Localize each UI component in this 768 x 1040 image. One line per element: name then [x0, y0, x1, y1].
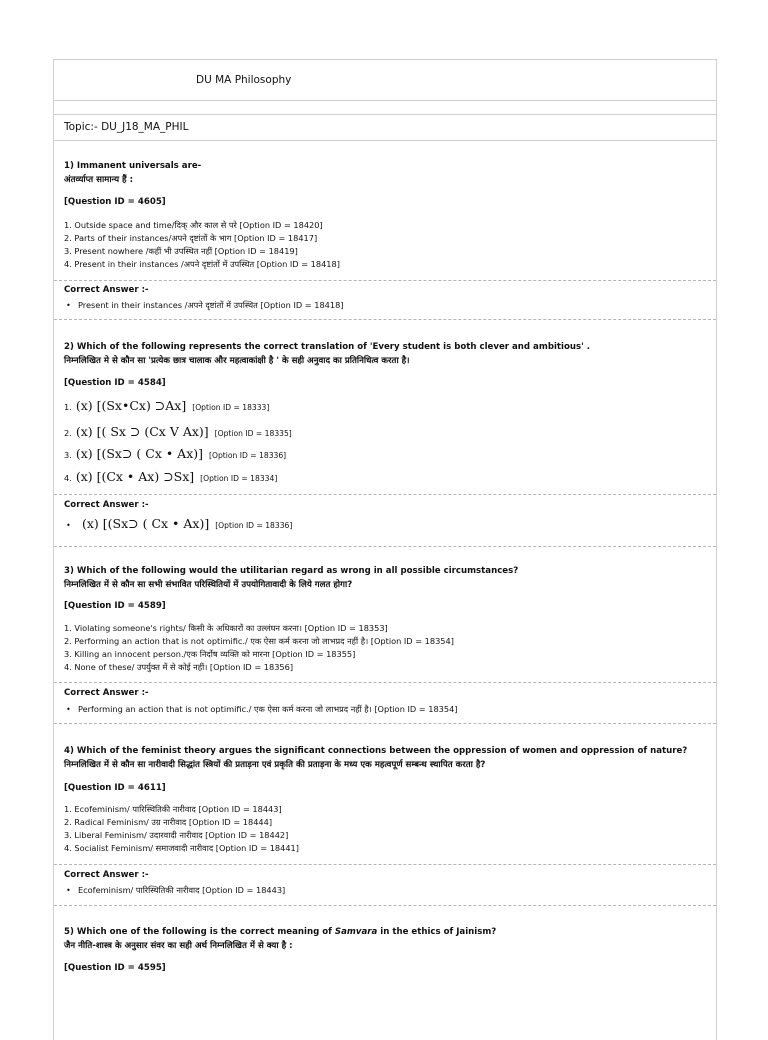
question-4-text: 4) Which of the feminist theory argues the significant connections between the oppression of women and oppression of nature?: [64, 746, 688, 756]
question-3-correct-answer: • Performing an action that is not optimific./ एक ऐसा कर्म करना जो लाभप्रद नहीं है। [Option ID = 18354]: [66, 704, 458, 714]
question-3-option-4: 4. None of these/ उपर्युक्त में से कोई नहीं। [Option ID = 18356]: [64, 662, 294, 672]
question-1-option-2: 2. Parts of their instances/अपने दृष्टांतों के भाग [Option ID = 18417]: [64, 233, 318, 243]
question-1-id: [Question ID = 4605]: [64, 197, 166, 207]
question-2-option-3: 3. (x) [(Sx⊃ ( Cx • Ax)] [Option ID = 18336]: [64, 446, 287, 461]
question-1-option-3: 3. Present nowhere /कहीं भी उपस्थित नहीं [Option ID = 18419]: [64, 246, 298, 256]
question-2-option-2: 2. (x) [( Sx ⊃ (Cx V Ax)] [Option ID = 18335]: [64, 424, 292, 439]
question-3-id: [Question ID = 4589]: [64, 601, 166, 611]
divider: [54, 546, 716, 547]
question-4-hindi: निम्नलिखित में से कौन सा नारीवादी सिद्धांत स्त्रियों की प्रताड़ना एवं प्रकृति की प्रताड़ना के मध्य एक महत्वपूर्ण सम्बन्ध स्थापित करता है?: [64, 760, 486, 770]
topic-label: Topic:- DU_J18_MA_PHIL: [64, 121, 189, 133]
question-3-option-2: 2. Performing an action that is not optimific./ एक ऐसा कर्म करना जो लाभप्रद नहीं है। [Option ID = 18354]: [64, 636, 454, 646]
bullet-icon: •: [66, 300, 71, 310]
question-2-correct-label: Correct Answer :-: [64, 500, 149, 510]
bullet-icon: •: [66, 704, 71, 714]
spacer-band: [54, 100, 716, 115]
question-1-correct-label: Correct Answer :-: [64, 285, 149, 295]
divider: [54, 682, 716, 683]
question-4-option-2: 2. Radical Feminism/ उग्र नारीवाद [Option ID = 18444]: [64, 817, 273, 827]
question-5-hindi: जैन नीति-शास्त्र के अनुसार संवर का सही अर्थ निम्नलिखित में से क्या है :: [64, 941, 293, 951]
divider: [54, 723, 716, 724]
question-3-hindi: निम्नलिखित में से कौन सा सभी संभावित परिस्थितियों में उपयोगितावादी के लिये गलत होगा?: [64, 580, 353, 590]
question-2-option-4: 4. (x) [(Cx • Ax) ⊃Sx] [Option ID = 18334]: [64, 469, 278, 484]
question-1-option-4: 4. Present in their instances /अपने दृष्टांतों में उपस्थित [Option ID = 18418]: [64, 259, 340, 269]
title-band: [54, 60, 716, 101]
topic-band: [54, 114, 716, 141]
question-3-option-1: 1. Violating someone's rights/ किसी के अधिकारों का उल्लंघन करना। [Option ID = 18353]: [64, 623, 388, 633]
divider: [54, 494, 716, 495]
divider: [54, 319, 716, 320]
question-1-option-1: 1. Outside space and time/दिक् और काल से परे [Option ID = 18420]: [64, 220, 323, 230]
divider: [54, 905, 716, 906]
question-3-correct-label: Correct Answer :-: [64, 688, 149, 698]
paper-title: DU MA Philosophy: [196, 74, 292, 86]
question-5-id: [Question ID = 4595]: [64, 963, 166, 973]
question-3-option-3: 3. Killing an innocent person./एक निर्दोष व्यक्ति को मारना [Option ID = 18355]: [64, 649, 356, 659]
question-2-id: [Question ID = 4584]: [64, 378, 166, 388]
question-1-text: 1) Immanent universals are-: [64, 161, 202, 171]
question-4-option-3: 3. Liberal Feminism/ उदारवादी नारीवाद [Option ID = 18442]: [64, 830, 289, 840]
question-paper-frame: [53, 59, 717, 1040]
question-5-text: 5) Which one of the following is the correct meaning of Samvara in the ethics of Jainism?: [64, 927, 497, 937]
question-2-hindi: निम्नलिखित मे से कौन सा 'प्रत्येक छात्र चालाक और महत्वाकांक्षी है ' के सही अनुवाद का प्रतिनिधित्व करता है।: [64, 356, 410, 366]
question-4-option-1: 1. Ecofeminism/ पारिस्थितिकी नारीवाद [Option ID = 18443]: [64, 804, 282, 814]
question-4-option-4: 4. Socialist Feminism/ समाजवादी नारीवाद [Option ID = 18441]: [64, 843, 299, 853]
question-2-correct-answer: • (x) [(Sx⊃ ( Cx • Ax)] [Option ID = 18336]: [66, 516, 293, 531]
question-2-option-1: 1. (x) [(Sx•Cx) ⊃Ax] [Option ID = 18333]: [64, 398, 270, 413]
question-4-correct-answer: • Ecofeminism/ पारिस्थितिकी नारीवाद [Option ID = 18443]: [66, 885, 286, 895]
divider: [54, 280, 716, 281]
question-1-correct-answer: • Present in their instances /अपने दृष्टांतों में उपस्थित [Option ID = 18418]: [66, 300, 344, 310]
question-1-hindi: अंतर्व्याप्त सामान्य हैं :: [64, 175, 134, 185]
question-4-correct-label: Correct Answer :-: [64, 870, 149, 880]
question-3-text: 3) Which of the following would the utilitarian regard as wrong in all possible circumstances?: [64, 566, 519, 576]
bullet-icon: •: [66, 520, 71, 530]
divider: [54, 864, 716, 865]
question-4-id: [Question ID = 4611]: [64, 783, 166, 793]
question-2-text: 2) Which of the following represents the correct translation of 'Every student is both clever and ambitious' .: [64, 342, 590, 352]
bullet-icon: •: [66, 885, 71, 895]
